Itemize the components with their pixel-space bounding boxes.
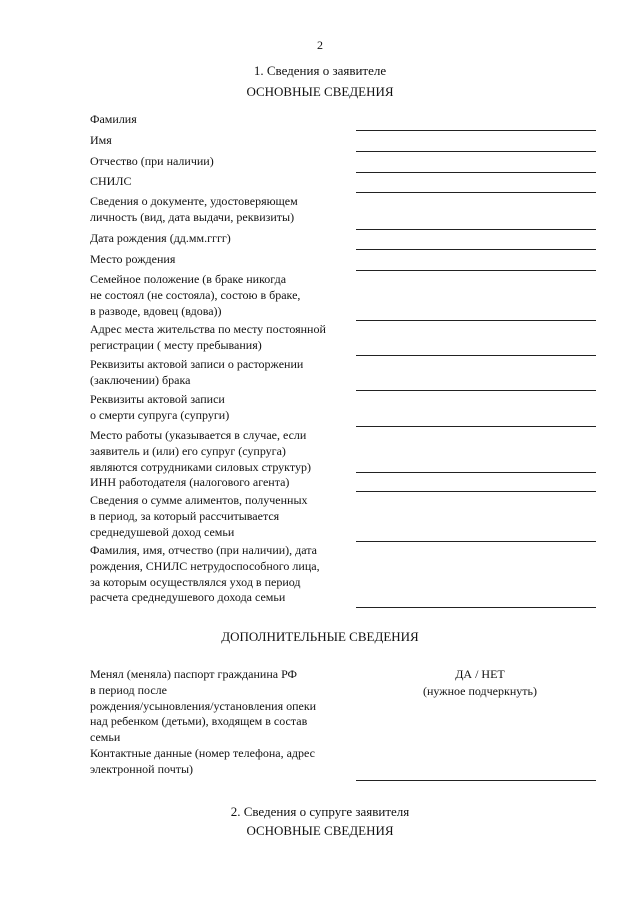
- answer-line-alimony[interactable]: [356, 541, 596, 542]
- field-label-name: Имя: [90, 133, 112, 147]
- answer-line-id-document[interactable]: [356, 229, 596, 230]
- additional-title: ДОПОЛНИТЕЛЬНЫЕ СВЕДЕНИЯ: [221, 629, 419, 644]
- answer-line-address[interactable]: [356, 355, 596, 356]
- field-label-alimony: Сведения о сумме алиментов, полученных в период, за который рассчитывается среднедушевой доход семьи: [90, 493, 308, 539]
- yes-no-hint: (нужное подчеркнуть): [423, 684, 537, 698]
- field-label-employer-inn: ИНН работодателя (налогового агента): [90, 475, 290, 489]
- answer-line-patronymic[interactable]: [356, 172, 596, 173]
- answer-line-workplace[interactable]: [356, 472, 596, 473]
- field-label-dependent-care: Фамилия, имя, отчество (при наличии), дата рождения, СНИЛС нетрудоспособного лица, за которым осуществлялся уход в период расчета среднедушевого дохода семьи: [90, 543, 320, 605]
- page-number: 2: [317, 38, 323, 52]
- answer-line-contacts[interactable]: [356, 780, 596, 781]
- section-1-title: 1. Сведения о заявителе: [253, 63, 387, 78]
- field-label-marital-status: Семейное положение (в браке никогда не состоял (не состояла), состою в браке, в разводе, вдовец (вдова)): [90, 272, 301, 318]
- field-label-birth-place: Место рождения: [90, 252, 176, 266]
- field-label-surname: Фамилия: [90, 112, 137, 126]
- field-label-snils: СНИЛС: [90, 174, 132, 188]
- section-2-subtitle: ОСНОВНЫЕ СВЕДЕНИЯ: [246, 823, 394, 838]
- answer-line-birth-date[interactable]: [356, 249, 596, 250]
- section-2-title: 2. Сведения о супруге заявителя: [230, 804, 410, 819]
- field-label-id-document: Сведения о документе, удостоверяющем личность (вид, дата выдачи, реквизиты): [90, 194, 298, 224]
- answer-line-divorce-record[interactable]: [356, 390, 596, 391]
- section-1-subtitle: ОСНОВНЫЕ СВЕДЕНИЯ: [246, 84, 394, 99]
- field-label-divorce-record: Реквизиты актовой записи о расторжении (заключении) брака: [90, 357, 304, 387]
- answer-line-dependent-care[interactable]: [356, 607, 596, 608]
- answer-line-name[interactable]: [356, 151, 596, 152]
- answer-line-birth-place[interactable]: [356, 270, 596, 271]
- field-label-patronymic: Отчество (при наличии): [90, 154, 214, 168]
- answer-line-employer-inn[interactable]: [356, 491, 596, 492]
- answer-line-snils[interactable]: [356, 192, 596, 193]
- field-label-birth-date: Дата рождения (дд.мм.гггг): [90, 231, 231, 245]
- field-label-workplace: Место работы (указывается в случае, если заявитель и (или) его супруг (супруга) являются сотрудниками силовых структур): [90, 428, 311, 474]
- answer-line-death-record[interactable]: [356, 426, 596, 427]
- field-label-contacts: Контактные данные (номер телефона, адрес электронной почты): [90, 746, 315, 776]
- answer-line-surname[interactable]: [356, 130, 596, 131]
- field-label-address: Адрес места жительства по месту постоянной регистрации ( месту пребывания): [90, 322, 326, 352]
- field-label-death-record: Реквизиты актовой записи о смерти супруга (супруги): [90, 392, 230, 422]
- passport-question: Менял (меняла) паспорт гражданина РФ в период после рождения/усыновления/установления опеки над ребенком (детьми), входящем в состав семьи: [90, 667, 317, 745]
- answer-line-marital-status[interactable]: [356, 320, 596, 321]
- yes-no-option[interactable]: ДА / НЕТ: [455, 667, 505, 681]
